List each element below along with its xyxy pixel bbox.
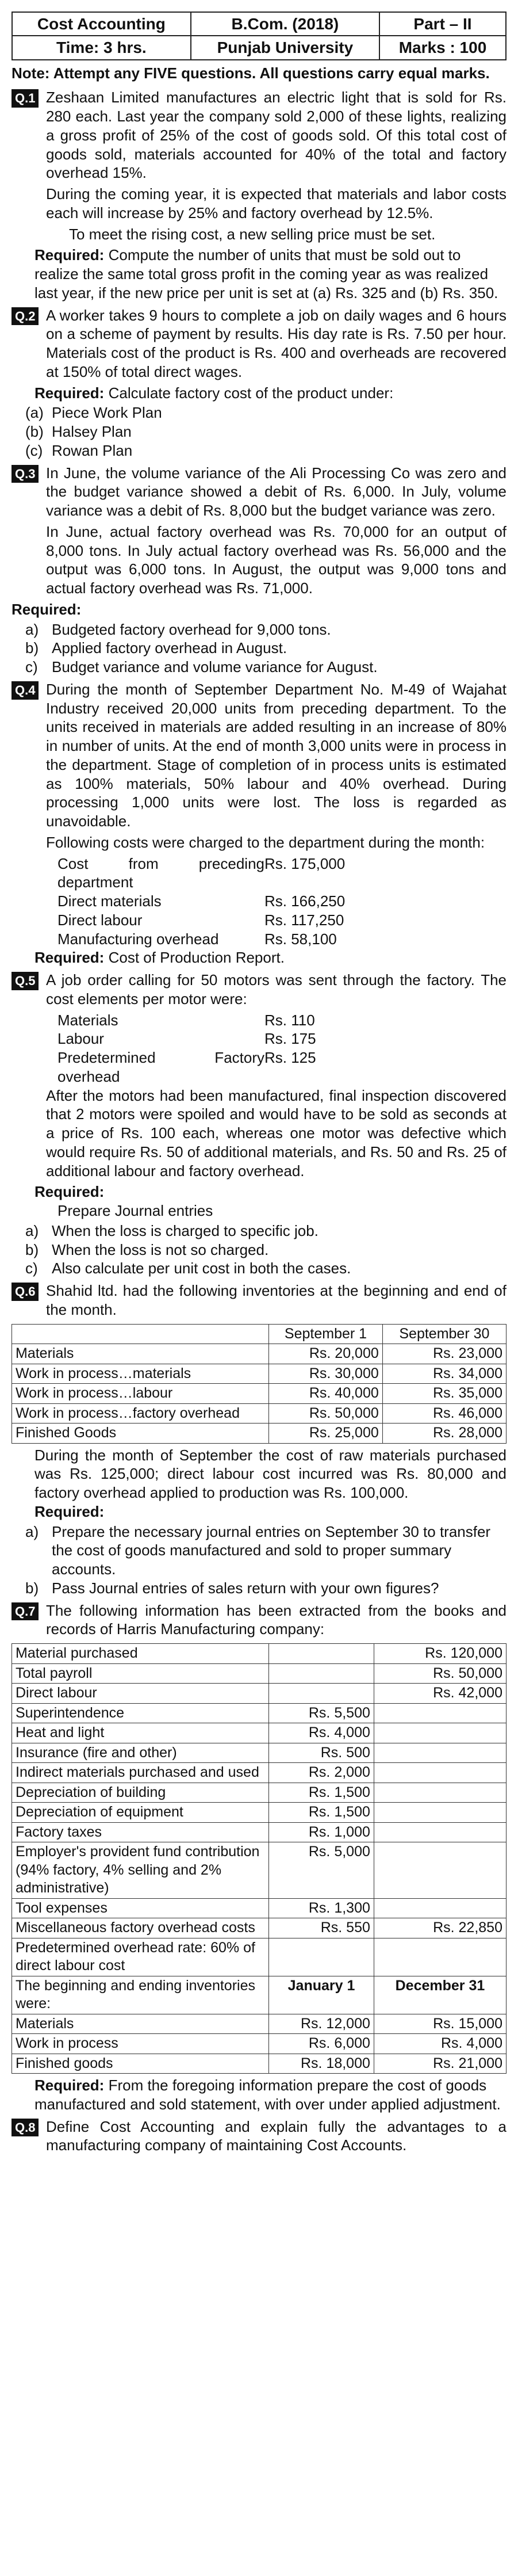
required-block	[11, 2076, 507, 2114]
table-row: Finished goods Rs. 18,000 Rs. 21,000	[12, 2054, 507, 2074]
table-row: Factory taxes Rs. 1,000	[12, 1822, 507, 1842]
list-item: a) When the loss is charged to specific job.	[25, 1222, 319, 1239]
table-row: Depreciation of building Rs. 1,500	[12, 1783, 507, 1803]
question-text: To meet the rising cost, a new selling price must be set.	[69, 225, 436, 243]
table-row: Work in process…factory overhead Rs. 50,000 Rs. 46,000	[12, 1403, 507, 1424]
required-text: Compute the number of units that must be sold out to realize the same total gross profit in the coming year as was realized last year, if the new price per unit is set at (a) Rs. 325 and (b) Rs. 350.	[34, 246, 498, 302]
table-row: Employer's provident fund contribution (94% factory, 4% selling and 2% administrative) Rs. 5,000	[12, 1842, 507, 1899]
required-label: Required:	[34, 949, 105, 967]
required-label: Required:	[34, 1502, 105, 1520]
cost-row: Labour Rs. 175	[57, 1030, 316, 1048]
question-number: Q.7	[11, 1602, 39, 1621]
question-number: Q.2	[11, 307, 39, 326]
question-number: Q.3	[11, 465, 39, 483]
question-3	[11, 464, 507, 600]
cost-data-table	[11, 1643, 507, 2074]
course-cell: B.Com. (2018)	[191, 12, 379, 36]
question-text: Define Cost Accounting and explain fully the advantages to a manufacturing company of maintaining Cost Accounts.	[46, 2117, 507, 2154]
option-list	[11, 1222, 507, 1278]
list-item: b) Pass Journal entries of sales return with your own figures?	[25, 1579, 439, 1597]
list-item: c) Budget variance and volume variance for August.	[25, 658, 378, 676]
list-item: c) Also calculate per unit cost in both the cases.	[25, 1260, 351, 1277]
list-item: (c) Rowan Plan	[25, 441, 133, 459]
question-text: During the month of September Department No. M-49 of Wajahat Industry received 20,000 units from preceding department. To the units received in materials are added resulting in an increase of 80% in number of units. At the end of month 3,000 units were in process in the department. Stage of completion of in process units is estimated as 100% materials, 50% labour and 40% overhead. During processing 1,000 units were lost. The loss is regarded as unavoidable.	[46, 680, 507, 830]
required-text: Cost of Production Report.	[108, 949, 285, 967]
option-list	[11, 620, 507, 677]
question-number: Q.4	[11, 681, 39, 700]
question-2	[11, 306, 507, 384]
option-list	[11, 403, 507, 460]
list-item: (b) Halsey Plan	[25, 423, 132, 441]
table-row: Materials Rs. 20,000 Rs. 23,000	[12, 1344, 507, 1364]
question-number: Q.8	[11, 2119, 39, 2137]
question-text: A job order calling for 50 motors was sent through the factory. The cost elements per motor were:	[46, 971, 507, 1007]
cost-row: Cost from preceding department Rs. 175,000	[57, 854, 346, 891]
part-cell: Part – II	[379, 12, 506, 36]
table-row: Insurance (fire and other) Rs. 500	[12, 1743, 507, 1763]
table-row: Miscellaneous factory overhead costs Rs. 550 Rs. 22,850	[12, 1918, 507, 1938]
question-text: In June, the volume variance of the Ali Processing Co was zero and the budget variance showed a debit of Rs. 6,000. In July, volume variance was a debit of Rs. 8,000 but the budget variance was zero.	[46, 464, 507, 520]
question-text: After the motors had been manufactured, final inspection discovered that 2 motors were spoiled and would have to be sold as seconds at a price of Rs. 100 each, whereas one motor was defective which would require Rs. 50 of additional materials, and Rs. 50 and Rs. 25 of additional labour and factory overhead.	[46, 1086, 507, 1180]
table-header-row: The beginning and ending inventories were: January 1 December 31	[12, 1976, 507, 2014]
required-text: From the foregoing information prepare the cost of goods manufactured and sold statement, with over under applied adjustment.	[34, 2077, 501, 2113]
time-cell: Time: 3 hrs.	[12, 36, 191, 59]
table-row: Depreciation of equipment Rs. 1,500	[12, 1803, 507, 1823]
required-label: Required:	[34, 2077, 105, 2094]
table-row: Direct labour Rs. 42,000	[12, 1684, 507, 1704]
cost-row: Direct materials Rs. 166,250	[57, 892, 346, 910]
table-row: Tool expenses Rs. 1,300	[12, 1898, 507, 1918]
list-item: a) Budgeted factory overhead for 9,000 tons.	[25, 620, 331, 638]
question-1	[11, 88, 507, 246]
table-row: Material purchased Rs. 120,000	[12, 1644, 507, 1664]
table-row: Indirect materials purchased and used Rs. 2,000	[12, 1763, 507, 1783]
required-block	[11, 246, 507, 302]
paper-header	[11, 12, 507, 60]
cost-row: Materials Rs. 110	[57, 1011, 315, 1029]
cost-row: Direct labour Rs. 117,250	[57, 911, 344, 929]
question-4	[11, 680, 507, 949]
question-text: Shahid ltd. had the following inventories at the beginning and end of the month.	[46, 1282, 507, 1318]
question-text: In June, actual factory overhead was Rs. 70,000 for an output of 8,000 tons. In July actual factory overhead was Rs. 56,000 and the output was 6,000 tons. In August, the output was 9,000 tons and actual factory overhead was Rs. 71,000.	[46, 522, 507, 597]
question-number: Q.1	[11, 89, 39, 108]
table-row: Materials Rs. 12,000 Rs. 15,000	[12, 2014, 507, 2034]
required-label: Required:	[34, 246, 105, 264]
required-label: Required:	[11, 600, 82, 618]
required-text: Calculate factory cost of the product under:	[108, 384, 394, 402]
required-label: Required:	[34, 1183, 105, 1201]
question-number: Q.6	[11, 1283, 39, 1301]
table-row: Total payroll Rs. 50,000	[12, 1663, 507, 1684]
question-number: Q.5	[11, 972, 39, 990]
question-6	[11, 1281, 507, 1322]
option-list	[11, 1522, 507, 1598]
question-text: During the month of September the cost of raw materials purchased was Rs. 125,000; direct labour cost incurred was Rs. 80,000 and factory overhead applied to production was Rs. 100,000.	[34, 1446, 507, 1502]
question-5	[11, 971, 507, 1182]
list-item: b) When the loss is not so charged.	[25, 1241, 269, 1258]
list-item: (a) Piece Work Plan	[25, 404, 162, 422]
list-item: b) Applied factory overhead in August.	[25, 639, 287, 657]
inventory-table	[11, 1324, 507, 1444]
required-label: Required:	[34, 384, 105, 402]
subject-cell: Cost Accounting	[12, 12, 191, 36]
table-row: Predetermined overhead rate: 60% of direct labour cost	[12, 1938, 507, 1976]
table-row: Superintendence Rs. 5,500	[12, 1703, 507, 1723]
cost-row: Predetermined Factory overhead Rs. 125	[57, 1049, 316, 1085]
required-block	[11, 384, 507, 403]
cost-row: Manufacturing overhead Rs. 58,100	[57, 930, 337, 948]
table-header-row: September 1 September 30	[12, 1324, 507, 1344]
question-8	[11, 2117, 507, 2158]
question-text: Following costs were charged to the department during the month:	[46, 833, 485, 851]
required-block	[11, 948, 507, 967]
instructions-note: Note: Attempt any FIVE questions. All questions carry equal marks.	[11, 64, 490, 82]
table-row: Work in process…labour Rs. 40,000 Rs. 35,000	[12, 1384, 507, 1404]
list-item: a) Prepare the necessary journal entries on September 30 to transfer the cost of goods manufactured and sold to proper summary accounts.	[25, 1522, 491, 1578]
question-text: During the coming year, it is expected that materials and labor costs each will increase by 25% and factory overhead by 12.5%.	[46, 185, 507, 222]
question-7	[11, 1601, 507, 1642]
table-row: Finished Goods Rs. 25,000 Rs. 28,000	[12, 1424, 507, 1444]
university-cell: Punjab University	[191, 36, 379, 59]
question-text: Zeshaan Limited manufactures an electric light that is sold for Rs. 280 each. Last year the company sold 2,000 of these lights, realizing a gross profit of 25% of the cost of goods sold. Of this total cost of goods sold, materials accounted for 40% of the total and factory overhead 15%.	[46, 89, 507, 182]
table-row: Work in process…materials Rs. 30,000 Rs. 34,000	[12, 1364, 507, 1384]
table-row: Heat and light Rs. 4,000	[12, 1723, 507, 1743]
question-text: A worker takes 9 hours to complete a job on daily wages and 6 hours on a scheme of payment by results. His day rate is Rs. 7.50 per hour. Materials cost of the product is Rs. 400 and overheads are recovered at 150% of total direct wages.	[46, 306, 507, 380]
marks-cell: Marks : 100	[379, 36, 506, 59]
required-subtext: Prepare Journal entries	[57, 1202, 213, 1220]
question-text: The following information has been extracted from the books and records of Harris Manufacturing company:	[46, 1601, 507, 1638]
table-row: Work in process Rs. 6,000 Rs. 4,000	[12, 2034, 507, 2054]
